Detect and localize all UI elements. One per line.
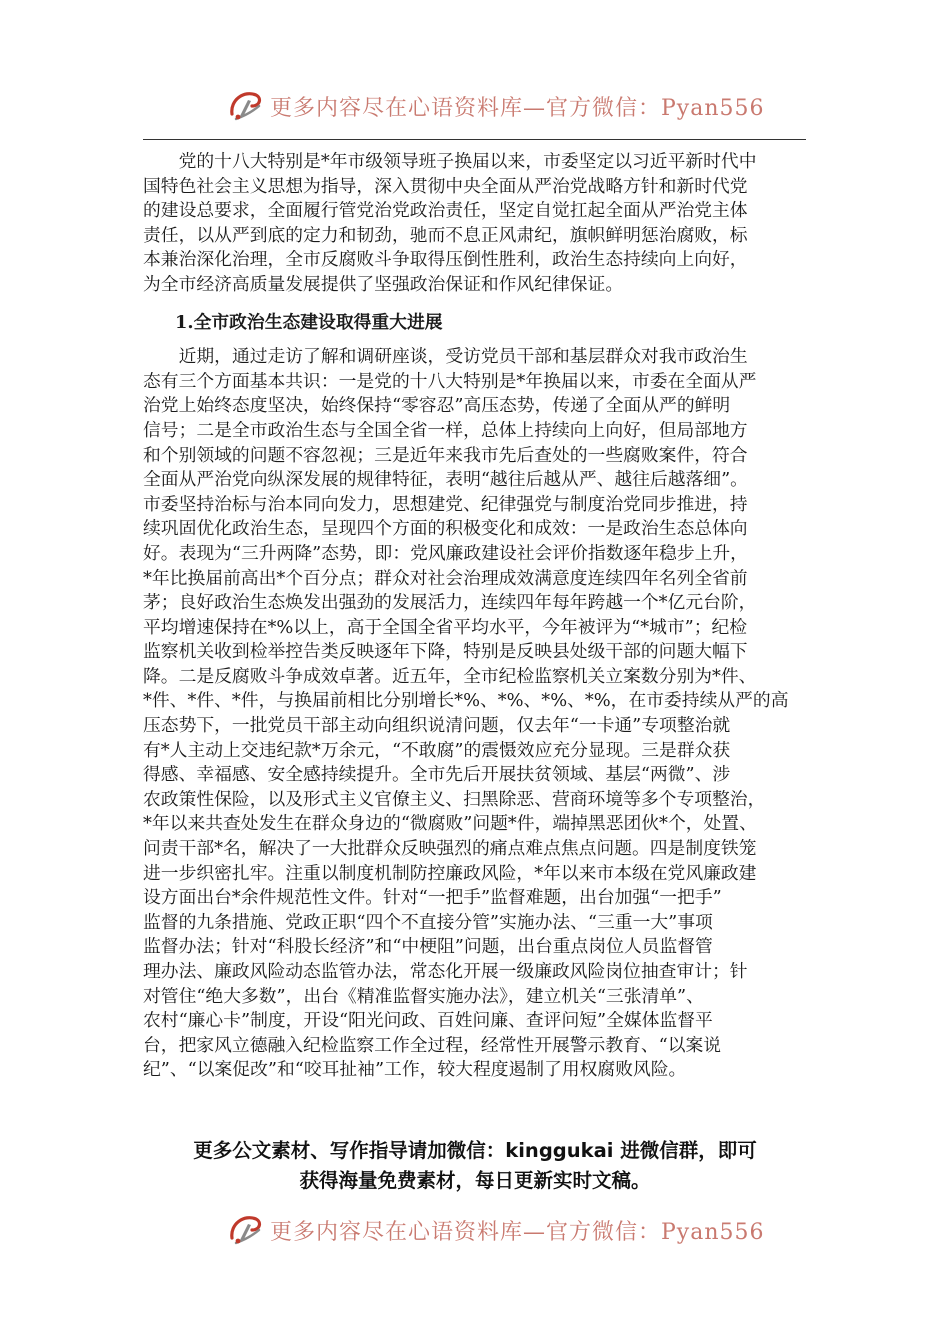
intro-paragraph: 党的十八大特别是*年市级领导班子换届以来，市委坚定以习近平新时代中 国特色社会主义思想为指导，深入贯彻中央全面从严治党战略方针和新时代党 的建设总要求，全面履行管党治党政治责任，坚定自觉扛起全面从严治党主体 责任，以从严到底的定力和韧劲，驰而不息正风肃纪，旗帜鲜明惩治腐败，标 本兼治深化治理，全市反腐败斗争取得压倒性胜利，政治生态持续向上向好， 为全市经济高质量发展提供了坚强政治保证和作风纪律保证。 bbox=[143, 151, 757, 295]
header-banner bbox=[226, 84, 765, 128]
section-paragraph: 近期，通过走访了解和调研座谈，受访党员干部和基层群众对我市政治生 态有三个方面基本共识：一是党的十八大特别是*年换届以来，市委在全面从严 治党上始终态度坚决，始终保持“零容忍”高压态势，传递了全面从严的鲜明 信号；二是全市政治生态与全国全省一样，总体上持续向上向好，但局部地方 和个别领域的问题不容忽视；三是近年来我市先后查处的一些腐败案件，符合 全面从严治党向纵深发展的规律特征，表明“越往后越从严、越往后越落细”。 市委坚持治标与治本同向发力，思想建党、纪律强党与制度治党同步推进，持 续巩固优化政治生态，呈现四个方面的积极变化和成效：一是政治生态总体向 好。表现为“三升两降”态势，即：党风廉政建设社会评价指数逐年稳步上升， *年比换届前高出*个百分点；群众对社会治理成效满意度连续四年名列全省前 茅；良好政治生态焕发出强劲的发展活力，连续四年每年跨越一个*亿元台阶， 平均增速保持在*%以上，高于全国全省平均水平，今年被评为“*城市”；纪检 监察机关收到检举控告类反映逐年下降，特别是反映县处级干部的问题大幅下 降。二是反腐败斗争成效卓著。近五年，全市纪检监察机关立案数分别为*件、 *件、*件、*件，与换届前相比分别增长*%、*%、*%、*%，在市委持续从严的高 压态势下，一批党员干部主动向组织说清问题，仅去年“一卡通”专项整治就 有*人主动上交违纪款*万余元，“不敢腐”的震慑效应充分显现。三是群众获 得感、幸福感、安全感持续提升。全市先后开展扶贫领域、基层“两微”、涉 农政策性保险，以及形式主义官僚主义、扫黑除恶、营商环境等多个专项整治， *年以来共查处发生在群众身边的“微腐败”问题*件，端掉黑恶团伙*个，处置、 问责干部*名，解决了一大批群众反映强烈的痛点难点焦点问题。四是制度铁笼 进一步织密扎牢。注重以制度机制防控廉政风险，*年以来市本级在党风廉政建 设方面出台*余件规范性文件。针对“一把手”监督难题，出台加强“一把手” 监督的九条措施、党政正职“四个不直接分管”实施办法、“三重一大”事项 监督办法；针对“科股长经济”和“中梗阻”问题，出台重点岗位人员监督管 理办法、廉政风险动态监管办法，常态化开展一级廉政风险岗位抽查审计；针 对管住“绝大多数”，出台《精准监督实施办法》，建立机关“三张清单”、 农村“廉心卡”制度，开设“阳光问政、百姓问廉、查评问短”全媒体监督平 台，把家风立德融入纪检监察工作全过程，经常性开展警示教育、“以案说 纪”、“以案促改”和“咬耳扯袖”工作，较大程度遏制了用权腐败风险。 bbox=[143, 346, 789, 1081]
pen-swirl-logo-icon bbox=[226, 1210, 266, 1250]
pen-swirl-logo-icon bbox=[226, 86, 266, 126]
footer-banner bbox=[226, 1208, 765, 1252]
promo-line-2: 获得海量免费素材，每日更新实时文稿。 bbox=[299, 1169, 651, 1192]
footer-banner-text: 更多内容尽在心语资料库—官方微信：Pyan556 bbox=[270, 1219, 765, 1245]
promo-line-1: 更多公文素材、写作指导请加微信：kinggukai 进微信群，即可 bbox=[193, 1139, 757, 1162]
promo-notice bbox=[130, 1136, 820, 1196]
document-body bbox=[143, 150, 808, 1083]
header-banner-text: 更多内容尽在心语资料库—官方微信：Pyan556 bbox=[270, 95, 765, 121]
section-heading: 1.全市政治生态建设取得重大进展 bbox=[175, 311, 443, 333]
header-divider bbox=[143, 139, 806, 140]
